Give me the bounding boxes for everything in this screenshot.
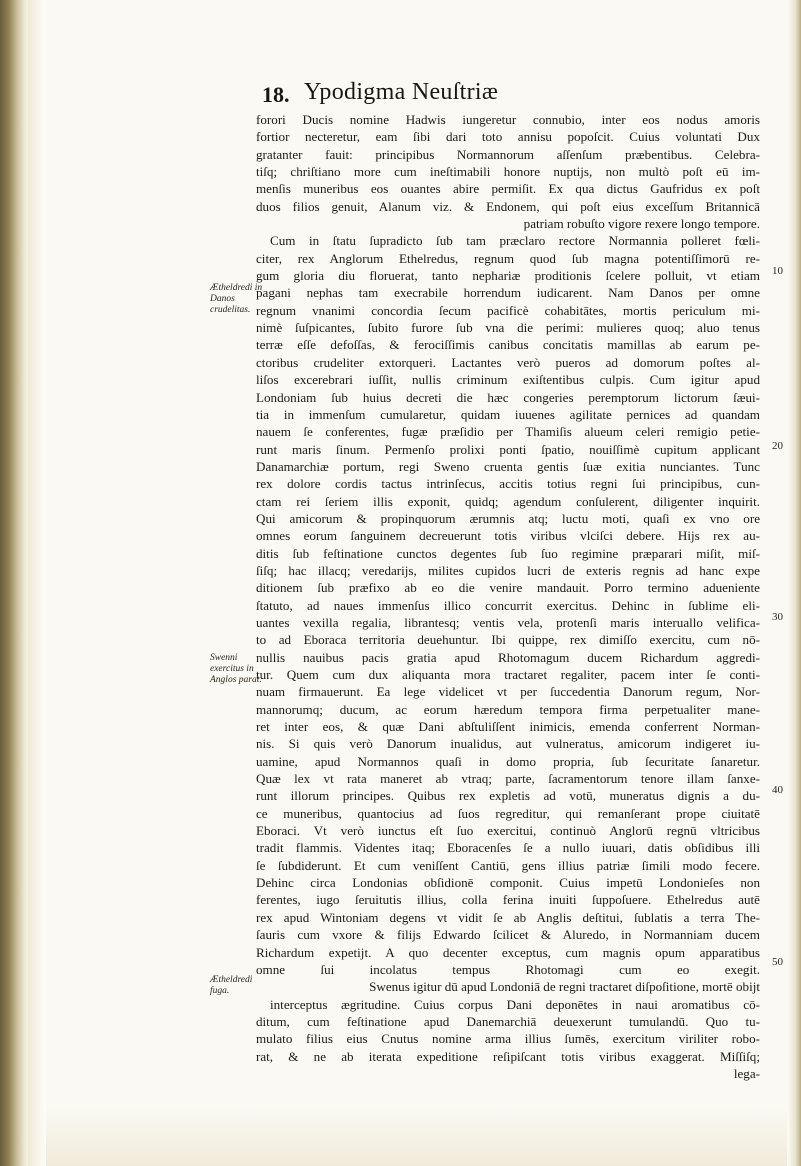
text-line: citer, rex Anglorum Ethelredus, regnum quod ſub magna potentiſſimorū re- — [256, 250, 760, 266]
text-line: terræ eſſe defoſſas, & ferociſſimis canibus concitatis mamillas ab earum pe- — [256, 337, 760, 353]
text-line: Richardum expetijt. A quo decenter exceptus, cum magnis opum apparatibus — [256, 944, 760, 960]
line-number: 40 — [772, 784, 783, 796]
page-right-edge — [787, 0, 801, 1166]
margin-note-crudelitas: Ætheldredi in Danos crudelitas. — [210, 283, 263, 315]
text-line: regnum vnanimi concordia ſecum pacificè cohabitātes, mortis periculum mi- — [256, 302, 760, 318]
text-line: ret inter eos, & quæ Dani abſtuliſſent inimicis, emenda conferrent Norman- — [256, 719, 760, 735]
text-line: nullis nauibus pacis gratia apud Rhotomagum ducem Richardum aggredi- — [256, 649, 760, 665]
text-line: pagani nephas tam execrabile horrendum iudicarent. Nam Danos per omne — [256, 285, 760, 301]
text-line: nuam firmauerunt. Ea lege videlicet vt per ſuccedentia Danorum regum, Nor- — [256, 684, 760, 700]
page-inner-margin — [28, 0, 46, 1166]
text-line: lega- — [733, 1065, 760, 1081]
text-line: ditionem ſub præfixo ab eo die venire mandauit. Porro termino adueniente — [256, 580, 760, 596]
text-line: duos filios genuit, Alanum viz. & Endonem, qui poſt eius exceſſum Britannicā — [256, 198, 760, 214]
text-line: menſis muneribus eos ouantes abire permiſit. Ex qua dictus Gaufridus ex poſt — [256, 181, 760, 197]
text-line: ditum, cum feſtinatione apud Danemarchiā deuexerunt tumulandū. Quo tu- — [256, 1013, 760, 1029]
text-line: omnes eorum ſanguinem decreuerunt totis viribus vlciſci debere. Hijs rex au- — [256, 528, 760, 544]
text-line: Dehinc circa Londonias obſidionē componit. Cuius impetū Londonieſes non — [256, 875, 760, 891]
text-line: ſtatuto, ad naues immenſus illico concurrit exercitus. Dehinc in ſublime eli- — [256, 597, 760, 613]
page-header — [262, 79, 622, 112]
text-line: rex dolore cordis tactus intrinſecus, accitis totius regni ſui principibus, cun- — [256, 476, 760, 492]
line-number: 30 — [772, 611, 783, 623]
text-line: Swenus igitur dū apud Londoniā de regni tractaret diſpoſitione, mortē obijt — [369, 979, 760, 995]
text-line: mulato filius eius Cnutus nomine arma illius ſumēs, exercitum viriliter robo- — [256, 1031, 760, 1047]
body-text — [256, 111, 760, 1082]
text-line: ſiſq; hac illacq; veredarijs, milites cupidos lucri de exteris regnis ad hanc expe — [256, 562, 760, 578]
text-line: fortior necteretur, eam ſibi dari toto annisu popoſcit. Cuius voluntati Dux — [256, 129, 760, 145]
text-line: tur. Quem cum dux aliquanta mora tractaret regaliter, pacem inter ſe conti- — [256, 667, 760, 682]
margin-note-swenni: Swenni exercitus in Anglos parat. — [210, 653, 262, 685]
text-line: runt maris ſinum. Permenſo prolixi ponti ſpatio, nouiſſimè cupitum applicant — [256, 441, 760, 457]
text-line: ctoribus crudeliter extorqueri. Lactantes verò pueros ad domorum poſtes al- — [256, 354, 760, 370]
text-line: to ad Eboraca territoria deuehuntur. Ibi quippe, rex dimiſſo exercitu, cum nō- — [256, 632, 760, 648]
text-line: ditis ſub feſtinatione cunctos degentes ſub ſuo regimine præparari miſit, miſ- — [256, 545, 760, 561]
text-line: tia in immenſum cumularetur, quidam iuuenes agilitate pernices ad quandam — [256, 406, 760, 422]
text-line: Qui amicorum & propinquorum ærumnis atq; luctu moti, quaſi ex vno ore — [256, 510, 760, 526]
text-line: liſos excerebrari iuſſit, nullis criminum exiſtentibus culpis. Cum igitur apud — [256, 372, 760, 388]
text-line: ſe ſubdiderunt. Et cum veniſſent Cantiū, gens illius patriæ ſimili modo fecere. — [256, 857, 760, 873]
text-line: Danamarchiæ portum, regi Sweno cruenta gentis ſuæ exitia nunciantes. Tunc — [256, 458, 760, 474]
text-line: interceptus ægritudine. Cuius corpus Dani deponētes in naui aromatibus cō- — [270, 996, 760, 1012]
text-line: gratanter fauit: principibus Normannorum aſſenſum præbentibus. Celebra- — [256, 146, 760, 162]
text-line: patriam robuſto vigore rexere longo tempore. — [523, 216, 760, 232]
text-line: nis. Si quis verò Danorum inualidus, aut vulneratus, amicorum indigeret iu- — [256, 736, 760, 752]
line-number: 10 — [772, 265, 783, 277]
text-line: uantes vexilla regalia, librantesq; ventis vela, protenſi maris interuallo velifica- — [256, 614, 760, 630]
text-line: Cum in ſtatu ſupradicto ſub tam præclaro rectore Normannia polleret fœli- — [270, 233, 760, 249]
text-line: ce muneribus, quantocius ad ſuos regreditur, qui remanſerant prope ciuitatē — [256, 805, 760, 821]
book-binding-gutter — [0, 0, 28, 1166]
line-number: 20 — [772, 440, 783, 452]
text-line: Quæ lex vt rata maneret ab vtraq; parte, ſacramentorum tenore illam ſanxe- — [256, 771, 760, 787]
text-line: tradit flammis. Videntes itaq; Eboracenſes ſe a nullo iuuari, datis obſidibus illi — [256, 840, 760, 856]
text-line: rat, & ne ab iterata expeditione reſipiſcant totis viribus exaggerat. Miſſiſq; — [256, 1048, 760, 1064]
text-line: runt illorum principes. Quibus rex expletis ad votū, muneratus dignis a du- — [256, 788, 760, 804]
text-line: gum gloria diu floruerat, tanto nephariæ proditionis ſcelere polluit, vt etiam — [256, 268, 760, 284]
text-line: forori Ducis nomine Hadwis iungeretur connubio, inter eos nodus amoris — [256, 112, 760, 127]
text-line: ferentes, iugo ſeruitutis illius, colla ferina inuiti ſuppoſuere. Ethelredus autē — [256, 892, 760, 908]
page-bottom-shade — [46, 1106, 787, 1166]
text-line: omne ſui incolatus tempus Rhotomagi cum eo exegit. — [256, 961, 760, 977]
running-title: Ypodigma Neuſtriæ — [304, 79, 499, 105]
text-line: Londoniam ſub huius decreti die hæc congeries peremptorum lictorum ſæui- — [256, 389, 760, 405]
text-line: ſauris cum vxore & filijs Edwardo ſcilicet & Aluredo, in Normanniam ducem — [256, 927, 760, 943]
text-line: nimè ſuſpicantes, ſubito furore ſub vna die perimi: mulieres quoq; aluo tenus — [256, 320, 760, 336]
text-line: Eboraci. Vt verò iunctus eſt ſuo exercitui, continuò Anglorū regnū vltricibus — [256, 823, 760, 839]
text-line: nauem ſe conferentes, fugæ præſidio per Thamiſis alueum celeri remigio petie- — [256, 424, 760, 440]
text-line: uamine, apud Normannos quaſi in domo propria, ſub ſecuritate ſanaretur. — [256, 753, 760, 769]
text-line: mannorumq; ducum, ac eorum hæredum tempora firma perpetualiter mane- — [256, 701, 760, 717]
margin-note-fuga: Ætheldredi fuga. — [210, 975, 253, 996]
line-number: 50 — [772, 956, 783, 968]
text-line: tiſq; chriſtiano more cum ineſtimabili honore nuptijs, non multò poſt eū im- — [256, 164, 760, 180]
page-number: 18. — [262, 82, 290, 107]
text-line: rex apud Wintoniam degens vt vidit ſe ab Anglis deſtitui, ſublatis a terra The- — [256, 909, 760, 925]
text-line: ctam rei ſeriem illis exponit, quidq; agendum conſulerent, diligenter inquirit. — [256, 493, 760, 509]
